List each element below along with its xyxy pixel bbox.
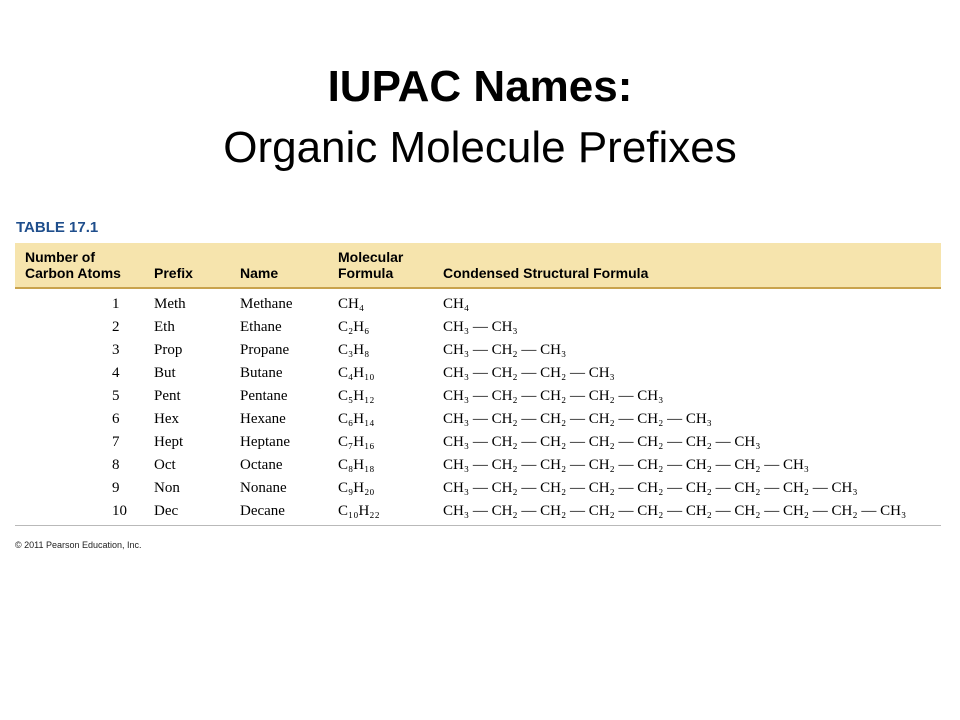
table-row (15, 408, 941, 431)
prefix-table (15, 243, 941, 526)
carbon-count-cell: 2 (112, 319, 120, 335)
condensed-formula-cell: CH₄ (443, 296, 470, 312)
table-row (15, 431, 941, 454)
carbon-count-cell: 7 (112, 434, 120, 450)
condensed-formula-cell: CH₃ — CH₂ — CH₂ — CH₂ — CH₂ — CH₂ — CH₂ — CH₃ (443, 457, 810, 473)
name-cell: Pentane (240, 388, 288, 404)
name-cell: Decane (240, 500, 338, 526)
condensed-formula-cell: CH₃ — CH₂ — CH₂ — CH₂ — CH₂ — CH₃ (443, 411, 712, 427)
carbon-count-cell: 3 (112, 342, 120, 358)
name-cell: Ethane (240, 319, 282, 335)
prefix-cell: Dec (154, 500, 240, 526)
prefix-cell: But (154, 365, 176, 381)
name-cell: Butane (240, 365, 283, 381)
prefix-table-container (15, 243, 941, 526)
molecular-formula-cell: C₆H₁₄ (338, 411, 375, 427)
molecular-formula-cell: C₅H₁₂ (338, 388, 375, 404)
molecular-formula-cell: C₂H₆ (338, 319, 370, 335)
header-prefix: Prefix (154, 243, 240, 288)
molecular-formula-cell: CH₄ (338, 296, 365, 312)
header-name: Name (240, 243, 338, 288)
table-row (15, 339, 941, 362)
header-condensed-formula: Condensed Structural Formula (443, 243, 941, 288)
condensed-formula-cell: CH₃ — CH₂ — CH₂ — CH₂ — CH₂ — CH₂ — CH₂ — CH₂ — CH₃ (443, 480, 858, 496)
condensed-formula-cell: CH₃ — CH₂ — CH₃ (443, 342, 567, 358)
name-cell: Hexane (240, 411, 286, 427)
carbon-count-cell: 1 (112, 296, 120, 312)
table-header-row (15, 243, 941, 288)
header-molecular-formula (338, 243, 443, 288)
table-row (15, 362, 941, 385)
carbon-count-cell: 9 (112, 480, 120, 496)
header-molecular-line2: Formula (338, 265, 394, 281)
prefix-cell: Oct (154, 457, 176, 473)
header-carbon-line1: Number of (25, 249, 95, 265)
prefix-cell: Prop (154, 342, 183, 358)
condensed-formula-cell: CH₃ — CH₂ — CH₂ — CH₂ — CH₂ — CH₂ — CH₂ — CH₂ — CH₂ — CH₃ (443, 500, 941, 526)
molecular-formula-cell: C₃H₈ (338, 342, 370, 358)
slide-title: IUPAC Names: (327, 62, 633, 111)
condensed-formula-cell: CH₃ — CH₂ — CH₂ — CH₃ (443, 365, 615, 381)
prefix-cell: Hept (154, 434, 184, 450)
prefix-cell: Eth (154, 319, 175, 335)
carbon-count-cell: 8 (112, 457, 120, 473)
carbon-count-cell: 10 (15, 500, 154, 526)
prefix-cell: Meth (154, 296, 186, 312)
carbon-count-cell: 5 (112, 388, 120, 404)
copyright-notice: © 2011 Pearson Education, Inc. (15, 540, 142, 550)
condensed-formula-cell: CH₃ — CH₂ — CH₂ — CH₂ — CH₃ (443, 388, 664, 404)
header-molecular-line1: Molecular (338, 249, 404, 265)
condensed-formula-cell: CH₃ — CH₃ (443, 319, 518, 335)
molecular-formula-cell: C₉H₂₀ (338, 480, 375, 496)
header-carbon-line2: Carbon Atoms (25, 265, 121, 281)
name-cell: Propane (240, 342, 290, 358)
carbon-count-cell: 6 (112, 411, 120, 427)
molecular-formula-cell: C₈H₁₈ (338, 457, 375, 473)
slide-subtitle: Organic Molecule Prefixes (223, 123, 737, 172)
prefix-cell: Non (154, 480, 180, 496)
table-row (15, 316, 941, 339)
table-row (15, 385, 941, 408)
molecular-formula-cell: C₄H₁₀ (338, 365, 375, 381)
molecular-formula-cell: C₁₀H₂₂ (338, 500, 443, 526)
prefix-cell: Pent (154, 388, 181, 404)
prefix-cell: Hex (154, 411, 179, 427)
name-cell: Heptane (240, 434, 290, 450)
name-cell: Nonane (240, 480, 287, 496)
table-body (15, 288, 941, 526)
header-carbon-atoms (15, 243, 154, 288)
table-row (15, 288, 941, 316)
name-cell: Methane (240, 296, 293, 312)
condensed-formula-cell: CH₃ — CH₂ — CH₂ — CH₂ — CH₂ — CH₂ — CH₃ (443, 434, 761, 450)
molecular-formula-cell: C₇H₁₆ (338, 434, 375, 450)
carbon-count-cell: 4 (112, 365, 120, 381)
table-label: TABLE 17.1 (16, 219, 99, 236)
name-cell: Octane (240, 457, 283, 473)
table-row (15, 500, 941, 526)
table-row (15, 454, 941, 477)
table-row (15, 477, 941, 500)
